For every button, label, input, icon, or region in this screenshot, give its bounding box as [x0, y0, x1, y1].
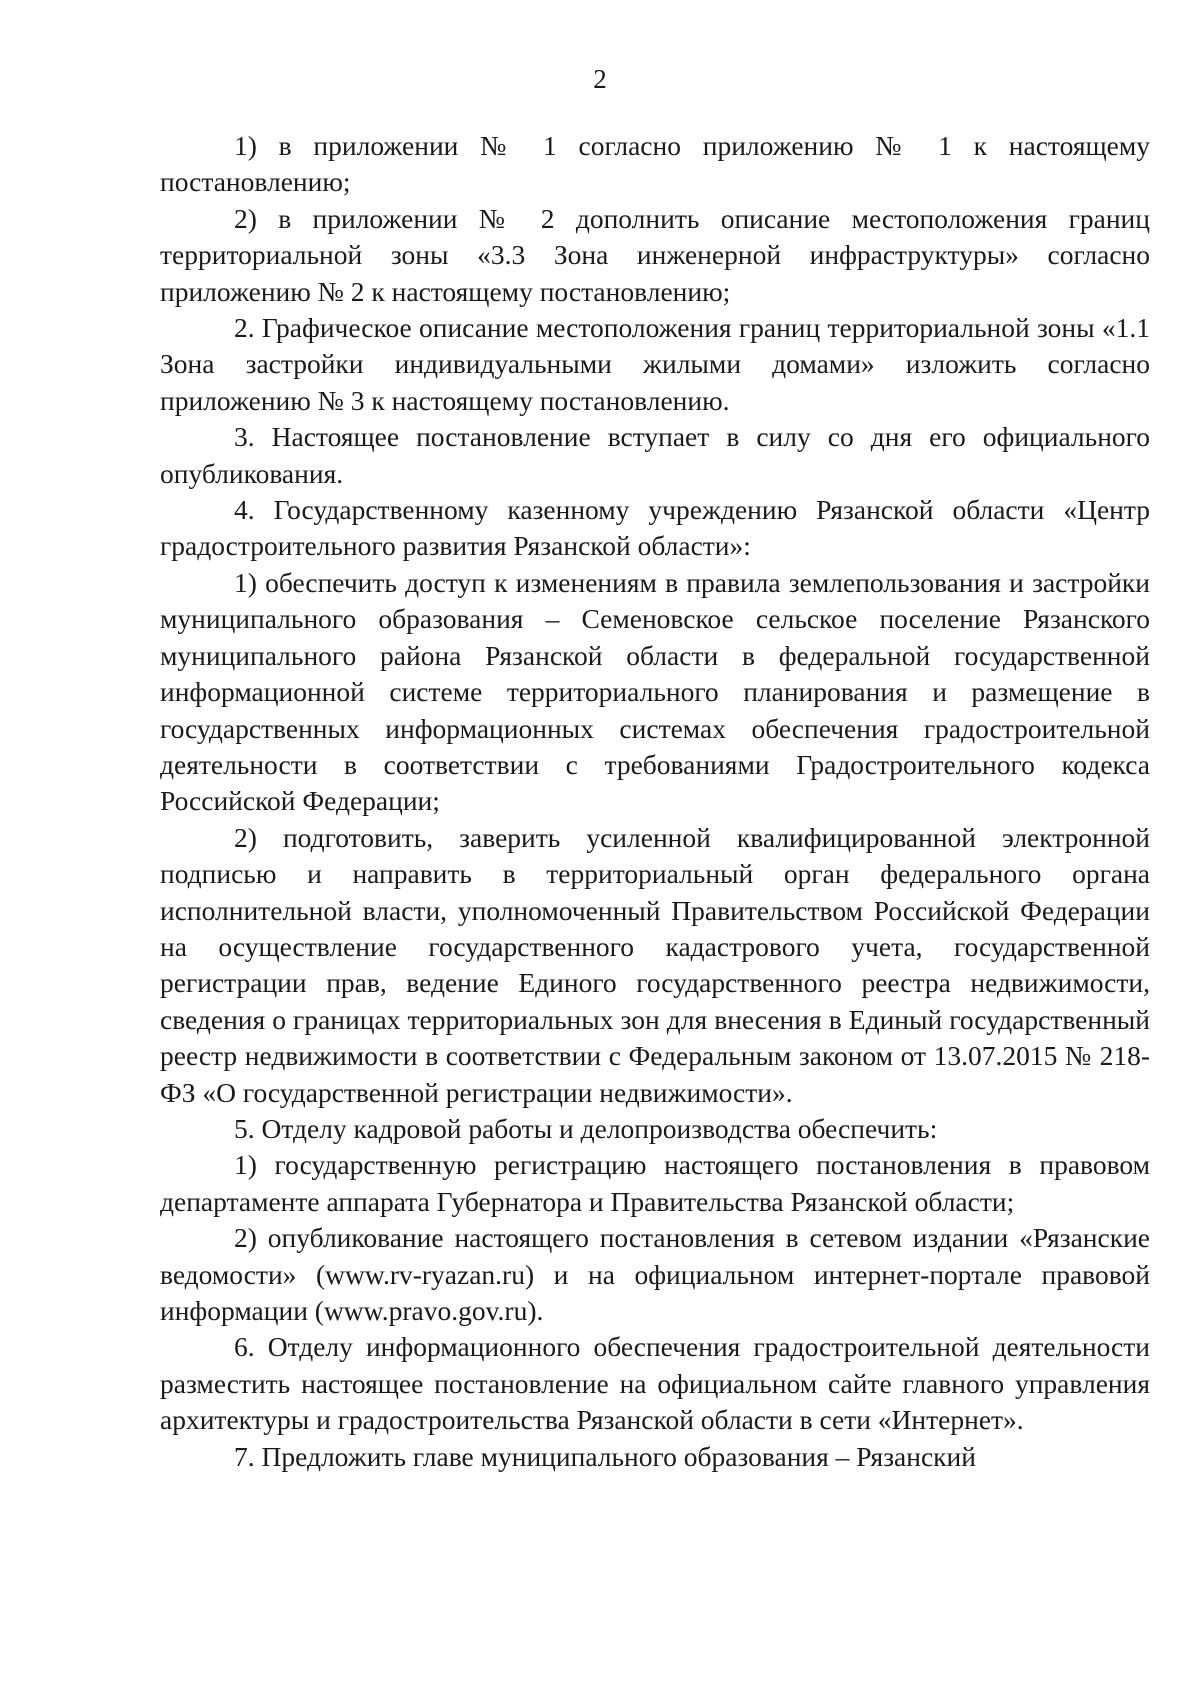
- paragraph-item-5-2: 2) опубликование настоящего постановления в сетевом издании «Рязанские ведомости» (www.rv-ryazan.ru) и на официальном интернет-портале правовой информации (www.pravo.gov.ru).: [160, 1222, 1150, 1326]
- paragraph-item-4-1: 1) обеспечить доступ к изменениям в правила землепользования и застройки муниципального образования – Семеновское сельское поселение Рязанского муниципального района Рязанской области в федеральной государственной информационной системе территориального планирования и размещение в государственных информационных системах обеспечения градостроительной деятельности в соответствии с требованиями Градостроительного кодекса Российской Федерации;: [160, 566, 1150, 817]
- paragraph-item-5: 5. Отделу кадровой работы и делопроизводства обеспечить:: [234, 1112, 938, 1144]
- paragraph-appendix-2: 2) в приложении № 2 дополнить описание местоположения границ территориальной зоны «3.3 Зона инженерной инфраструктуры» согласно приложению № 2 к настоящему постановлению;: [160, 202, 1150, 307]
- paragraph-item-5-1: 1) государственную регистрацию настоящего постановления в правовом департаменте аппарата Губернатора и Правительства Рязанской области;: [160, 1149, 1150, 1217]
- paragraph-item-2: 2. Графическое описание местоположения границ территориальной зоны «1.1 Зона застройки индивидуальными жилыми домами» изложить согласно приложению № 3 к настоящему постановлению.: [160, 312, 1150, 416]
- document-body: [160, 128, 1150, 1475]
- paragraph-item-3: 3. Настоящее постановление вступает в силу со дня его официального опубликования.: [160, 421, 1150, 489]
- paragraph-item-4: 4. Государственному казенному учреждению Рязанской области «Центр градостроительного развития Рязанской области»:: [160, 494, 1150, 562]
- paragraph-item-6: 6. Отделу информационного обеспечения градостроительной деятельности разместить настоящее постановление на официальном сайте главного управления архитектуры и градостроительства Рязанской области в сети «Интернет».: [160, 1331, 1150, 1436]
- paragraph-appendix-1: 1) в приложении № 1 согласно приложению № 1 к настоящему постановлению;: [160, 130, 1150, 198]
- page-number: 2: [593, 64, 607, 94]
- paragraph-item-7: 7. Предложить главе муниципального образования – Рязанский: [234, 1440, 976, 1472]
- paragraph-item-4-2: 2) подготовить, заверить усиленной квалифицированной электронной подписью и направить в территориальный орган федерального органа исполнительной власти, уполномоченный Правительством Российской Федерации на осуществление государственного кадастрового учета, государственной регистрации прав, ведение Единого государственного реестра недвижимости, сведения о границах территориальных зон для внесения в Единый государственный реестр недвижимости в соответствии с Федеральным законом от 13.07.2015 № 218-ФЗ «О государственной регистрации недвижимости».: [160, 821, 1150, 1108]
